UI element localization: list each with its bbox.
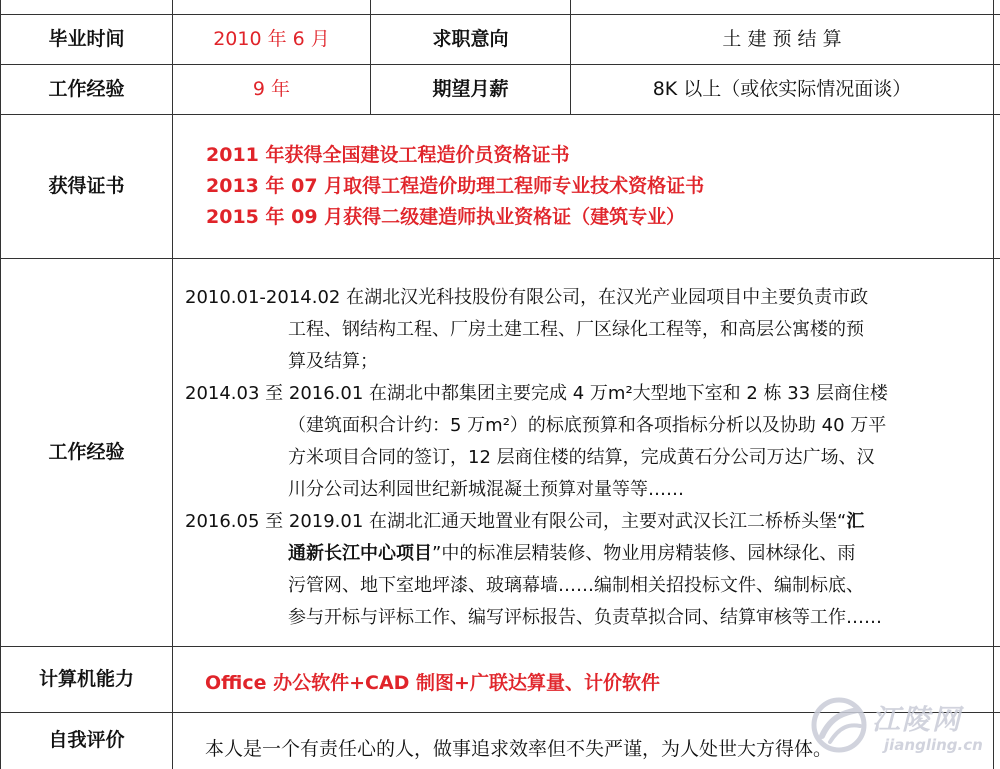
- computer-skills-label: 计算机能力: [38, 667, 134, 690]
- self-evaluation-label: 自我评价: [48, 729, 125, 752]
- column-divider: [993, 0, 994, 769]
- computer-skills-value: Office 办公软件+CAD 制图+广联达算量、计价软件: [205, 672, 660, 694]
- expected-salary-label: 期望月薪: [432, 77, 509, 100]
- watermark-logo-icon: [810, 696, 868, 754]
- experience-line: 2010.01-2014.02 在湖北汉光科技股份有限公司，在汉光产业园项目中主要负责市政: [185, 287, 869, 308]
- work-years-value: 9 年: [252, 77, 291, 100]
- site-watermark: [806, 690, 996, 766]
- experience-line: 工程、钢结构工程、厂房土建工程、厂区绿化工程等，和高层公寓楼的预: [288, 319, 864, 340]
- certificate-item: 2015 年 09 月获得二级建造师执业资格证（建筑专业）: [206, 206, 686, 228]
- experience-line: 算及结算；: [288, 351, 378, 372]
- certificates-list: [206, 140, 704, 233]
- graduation-time-value: 2010 年 6 月: [213, 27, 330, 50]
- certificates-label: 获得证书: [48, 174, 125, 197]
- job-intention-value: 土 建 预 结 算: [722, 27, 842, 50]
- experience-line: 方米项目合同的签订，12 层商住楼的结算，完成黄石分公司万达广场、汉: [288, 447, 875, 468]
- experience-line: （建筑面积合计约：5 万m²）的标底预算和各项指标分析以及协助 40 万平: [288, 415, 887, 436]
- work-experience-text: [185, 282, 888, 634]
- work-experience-label: 工作经验: [48, 440, 125, 463]
- column-divider: [172, 0, 173, 769]
- project-name: 通新长江中心项目: [288, 543, 432, 564]
- experience-line: [185, 538, 888, 570]
- experience-line: 污管网、地下室地坪漆、玻璃幕墙……编制相关招投标文件、编制标底、: [288, 575, 864, 596]
- job-intention-label: 求职意向: [432, 27, 509, 50]
- certificate-item: 2013 年 07 月取得工程造价助理工程师专业技术资格证书: [206, 175, 705, 197]
- graduation-time-label: 毕业时间: [48, 27, 125, 50]
- self-evaluation-value: 本人是一个有责任心的人，做事追求效率但不失严谨，为人处世大方得体。: [205, 738, 833, 760]
- experience-line: 2014.03 至 2016.01 在湖北中都集团主要完成 4 万m²大型地下室和 2 栋 33 层商住楼: [185, 383, 888, 404]
- experience-line-text: 2016.05 至 2019.01 在湖北汇通天地置业有限公司，主要对武汉长江二桥桥头堡“: [185, 511, 847, 532]
- watermark-name: 江陵网: [872, 703, 963, 736]
- experience-line-text: ”中的标准层精装修、物业用房精装修、园林绿化、雨: [432, 543, 856, 564]
- project-name-start: 汇: [846, 511, 865, 532]
- watermark-url: jiangling.cn: [884, 736, 983, 754]
- certificate-item: 2011 年获得全国建设工程造价员资格证书: [206, 144, 570, 166]
- experience-line: [185, 506, 888, 538]
- expected-salary-value: 8K 以上（或依实际情况面谈）: [652, 77, 912, 100]
- experience-line: 川分公司达利园世纪新城混凝土预算对量等等……: [288, 479, 684, 500]
- work-years-label: 工作经验: [48, 77, 125, 100]
- experience-line: 参与开标与评标工作、编写评标报告、负责草拟合同、结算审核等工作……: [288, 607, 882, 628]
